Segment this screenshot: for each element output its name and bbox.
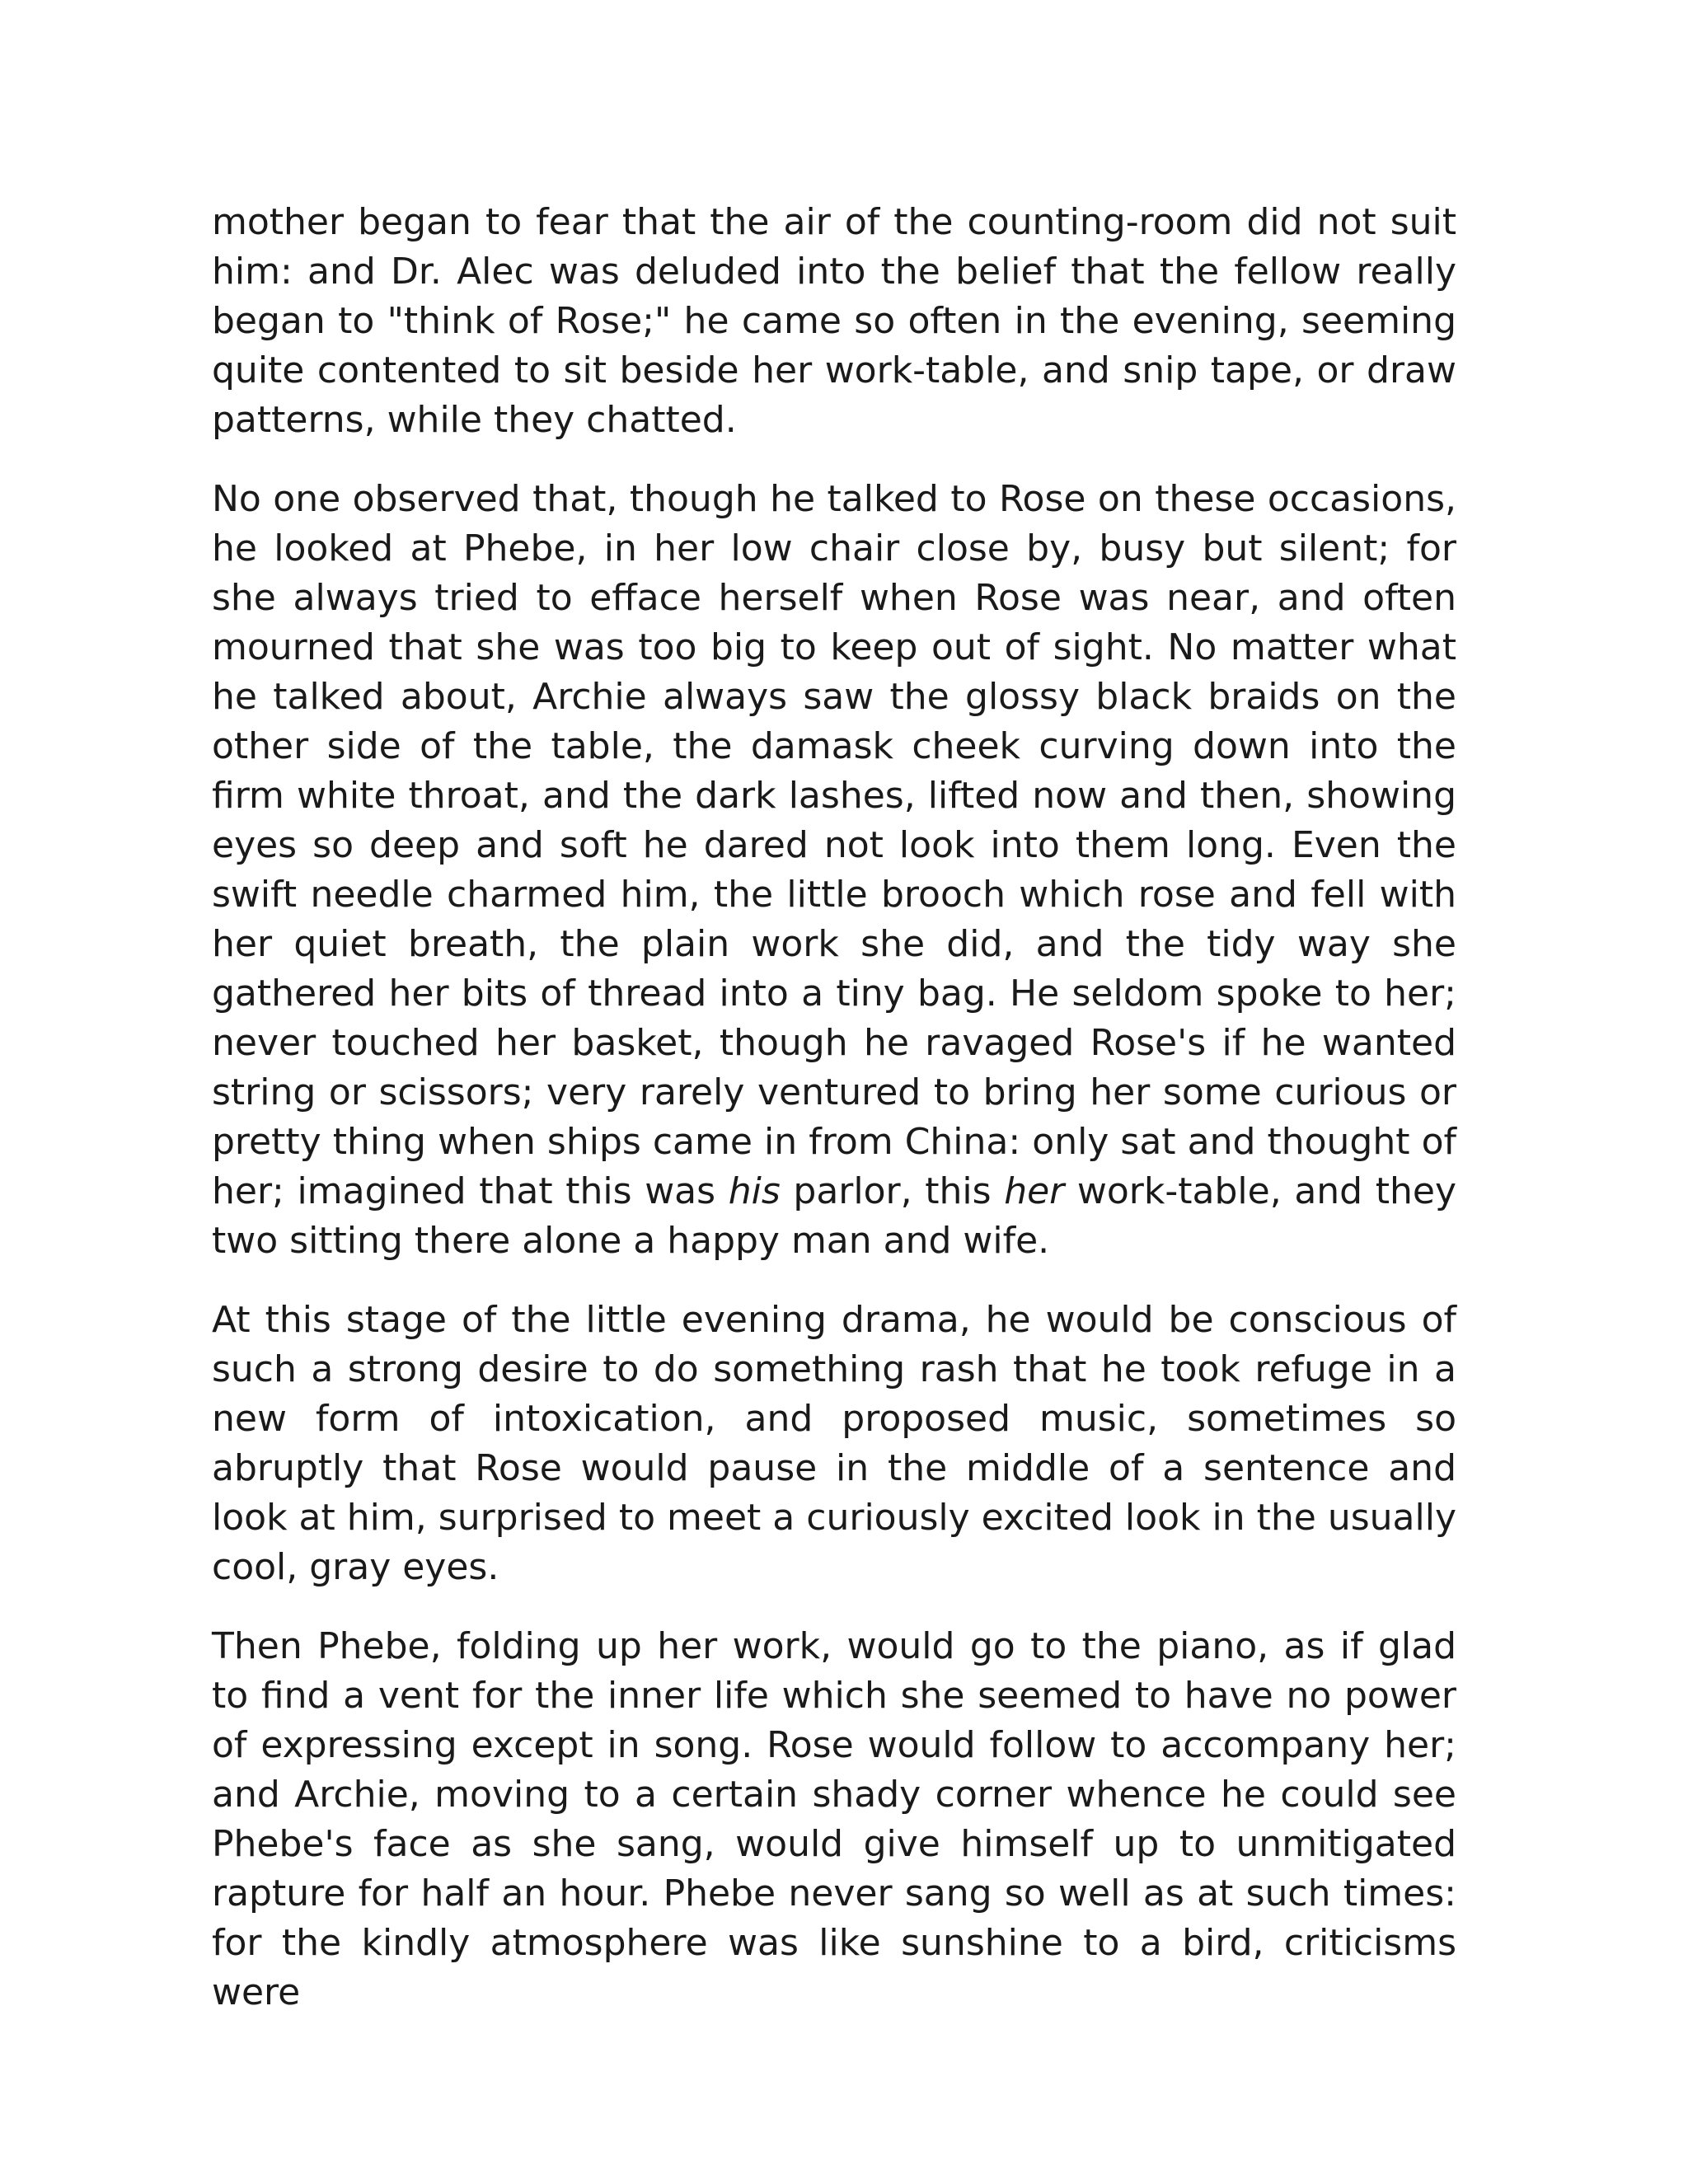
body-text	[212, 198, 1456, 2018]
emphasis-her: her	[1004, 1170, 1065, 1212]
paragraph-3: At this stage of the little evening drama, he would be conscious of such a strong desire to do something rash that he took refuge in a new form of intoxication, and proposed music, sometimes so abruptly that Rose would pause in the middle of a sentence and look at him, surprised to meet a curiously excited look in the usually cool, gray eyes.	[212, 1299, 1456, 1588]
paragraph-2-end: work-table, and they two sitting there alone a happy man and wife.	[212, 1170, 1457, 1262]
emphasis-his: his	[728, 1170, 781, 1212]
paragraph-2-start: No one observed that, though he talked to Rose on these occasions, he looked at Phebe, in her low chair close by, busy but silent; for she always tried to efface herself when Rose was near, and often mourned that she was too big to keep out of sight. No matter what he talked about, Archie always saw the glossy black braids on the other side of the table, the damask cheek curving down into the firm white throat, and the dark lashes, lifted now and then, showing eyes so deep and soft he dared not look into them long. Even the swift needle charmed him, the little brooch which rose and fell with her quiet breath, the plain work she did, and the tidy way she gathered her bits of thread into a tiny bag. He seldom spoke to her; never touched her basket, though he ravaged Rose's if he wanted string or scissors; very rarely ventured to bring her some curious or pretty thing when ships came in from China: only sat and thought of her; imagined that this was	[212, 478, 1456, 1212]
paragraph-2-middle: parlor, this	[780, 1170, 1005, 1212]
paragraph-2	[212, 475, 1456, 1266]
paragraph-1: mother began to fear that the air of the counting-room did not suit him: and Dr. Alec was deluded into the belief that the fellow really began to "think of Rose;" he came so often in the evening, seeming quite contented to sit beside her work-table, and snip tape, or draw patterns, while they chatted.	[212, 201, 1456, 441]
paragraph-4: Then Phebe, folding up her work, would go to the piano, as if glad to find a vent for the inner life which she seemed to have no power of expressing except in song. Rose would follow to accompany her; and Archie, moving to a certain shady corner whence he could see Phebe's face as she sang, would give himself up to unmitigated rapture for half an hour. Phebe never sang so well as at such times: for the kindly atmosphere was like sunshine to a bird, criticisms were	[212, 1625, 1456, 2013]
